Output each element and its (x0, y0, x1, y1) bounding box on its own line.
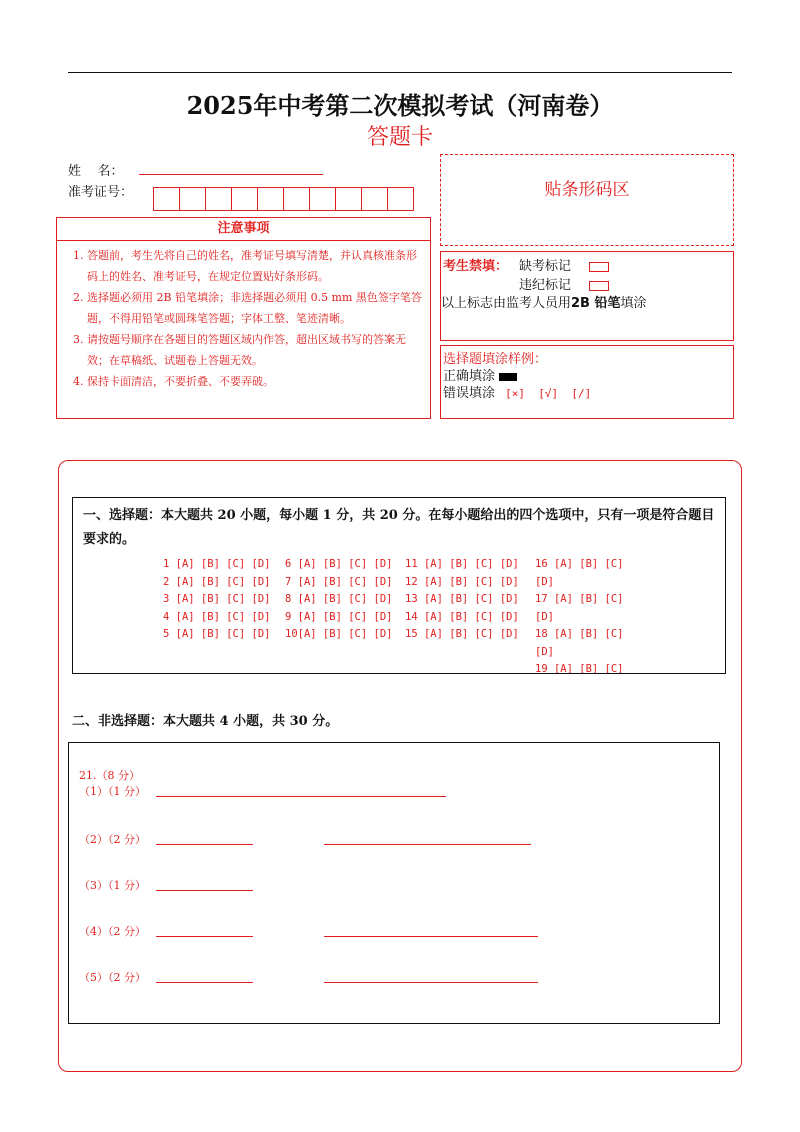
exam-id-digit-box[interactable] (387, 187, 414, 211)
q21-part-1-label: （1）（1 分） (79, 785, 146, 798)
q21-part-3-answer-line[interactable] (156, 890, 253, 891)
exam-id-digit-box[interactable] (335, 187, 362, 211)
page-subtitle: 答题卡 (366, 125, 433, 150)
q21-part-5-label: （5）（2 分） (79, 971, 146, 984)
mcq-section (72, 497, 726, 674)
q21-part-2-answer-line-a[interactable] (156, 844, 253, 845)
exam-id-label: 准考证号： (68, 185, 134, 200)
nonmcq-heading: 二、非选择题：本大题共 4 小题，共 30 分。 (72, 714, 339, 729)
notice-list (57, 245, 430, 392)
forbidden-box (440, 251, 734, 341)
filled-mark-sample (499, 373, 517, 381)
mcq-column-4[interactable]: 16 [A] [B] [C] [D] 17 [A] [B] [C] [D] 18 [A] [B] [C] [D] 19 [A] [B] [C] (535, 558, 624, 674)
wrong-row (443, 382, 591, 401)
exam-id-digit-box[interactable] (361, 187, 388, 211)
page-title: 2025年中考第二次模拟考试（河南卷） (186, 91, 614, 120)
exam-id-digit-box[interactable] (179, 187, 206, 211)
mcq-column-3[interactable]: 11 [A] [B] [C] [D] 12 [A] [B] [C] [D] 13 [A] [B] [C] [D] 14 [A] [B] [C] [D] 15 [A] [B] [C] [D] (405, 558, 519, 640)
q21-part-1-answer-line[interactable] (156, 796, 446, 797)
exam-id-digit-box[interactable] (283, 187, 310, 211)
q21-part-2-label: （2）（2 分） (79, 833, 146, 846)
note-text: 以上标志由监考人员用 (441, 296, 572, 311)
absent-mark-box[interactable] (589, 262, 609, 272)
exam-id-digit-box[interactable] (309, 187, 336, 211)
wrong-marks-sample: [×] [√] [/] (505, 387, 592, 400)
note-bold: 2B 铅笔 (571, 296, 621, 311)
q21-part-4-answer-line-a[interactable] (156, 936, 253, 937)
mcq-heading: 一、选择题：本大题共 20 小题，每小题 1 分，共 20 分。在每小题给出的四个选项中，只有一项是符合题目要求的。 (83, 508, 715, 547)
exam-id-digit-box[interactable] (205, 187, 232, 211)
barcode-label: 贴条形码区 (544, 180, 630, 200)
violation-label: 违纪标记 (519, 278, 572, 293)
barcode-area (440, 154, 734, 246)
exam-id-boxes[interactable] (153, 187, 413, 211)
q21-part-5-answer-line-b[interactable] (324, 982, 538, 983)
q21-part-3-label: （3）（1 分） (79, 879, 146, 892)
name-label: 姓 名： (68, 164, 124, 179)
forbidden-note (441, 292, 647, 311)
absent-row (519, 255, 609, 274)
mcq-column-1[interactable]: 1 [A] [B] [C] [D] 2 [A] [B] [C] [D] 3 [A] [B] [C] [D] 4 [A] [B] [C] [D] 5 [A] [B] [C] [D] (163, 558, 271, 640)
sample-title: 选择题填涂样例： (443, 352, 548, 367)
notice-item: 1. 答题前，考生先将自己的姓名，准考证号填写清楚，并认真核准条形码上的姓名、准考证号，在规定位置贴好条形码。 (87, 245, 424, 287)
note-text-end: 填涂 (620, 296, 647, 311)
correct-label: 正确填涂 (443, 369, 496, 384)
forbidden-title: 考生禁填： (443, 259, 509, 274)
exam-id-digit-box[interactable] (153, 187, 180, 211)
q21-part-4-label: （4）（2 分） (79, 925, 146, 938)
wrong-label: 错误填涂 (443, 386, 496, 401)
notice-item: 3. 请按题号顺序在各题目的答题区域内作答，超出区域书写的答案无效；在草稿纸、试题卷上答题无效。 (87, 329, 424, 371)
exam-id-digit-box[interactable] (257, 187, 284, 211)
absent-label: 缺考标记 (519, 259, 572, 274)
q21-part-4-answer-line-b[interactable] (324, 936, 538, 937)
exam-id-digit-box[interactable] (231, 187, 258, 211)
notice-box (56, 217, 431, 419)
notice-title: 注意事项 (57, 218, 430, 241)
notice-item: 2. 选择题必须用 2B 铅笔填涂；非选择题必须用 0.5 mm 黑色签字笔答题，不得用铅笔或圆珠笔答题；字体工整、笔迹清晰。 (87, 287, 424, 329)
q21-part-2-answer-line-b[interactable] (324, 844, 531, 845)
violation-row (519, 274, 609, 293)
violation-mark-box[interactable] (589, 281, 609, 291)
name-field[interactable] (139, 174, 323, 175)
question-21-title: 21.（8 分） (79, 769, 140, 782)
mcq-column-2[interactable]: 6 [A] [B] [C] [D] 7 [A] [B] [C] [D] 8 [A] [B] [C] [D] 9 [A] [B] [C] [D] 10[A] [B] [C] [D] (285, 558, 393, 640)
notice-item: 4. 保持卡面清洁，不要折叠、不要弄破。 (87, 371, 424, 392)
nonmcq-section (68, 742, 720, 1024)
top-rule (68, 72, 732, 73)
sample-box (440, 345, 734, 419)
q21-part-5-answer-line-a[interactable] (156, 982, 253, 983)
